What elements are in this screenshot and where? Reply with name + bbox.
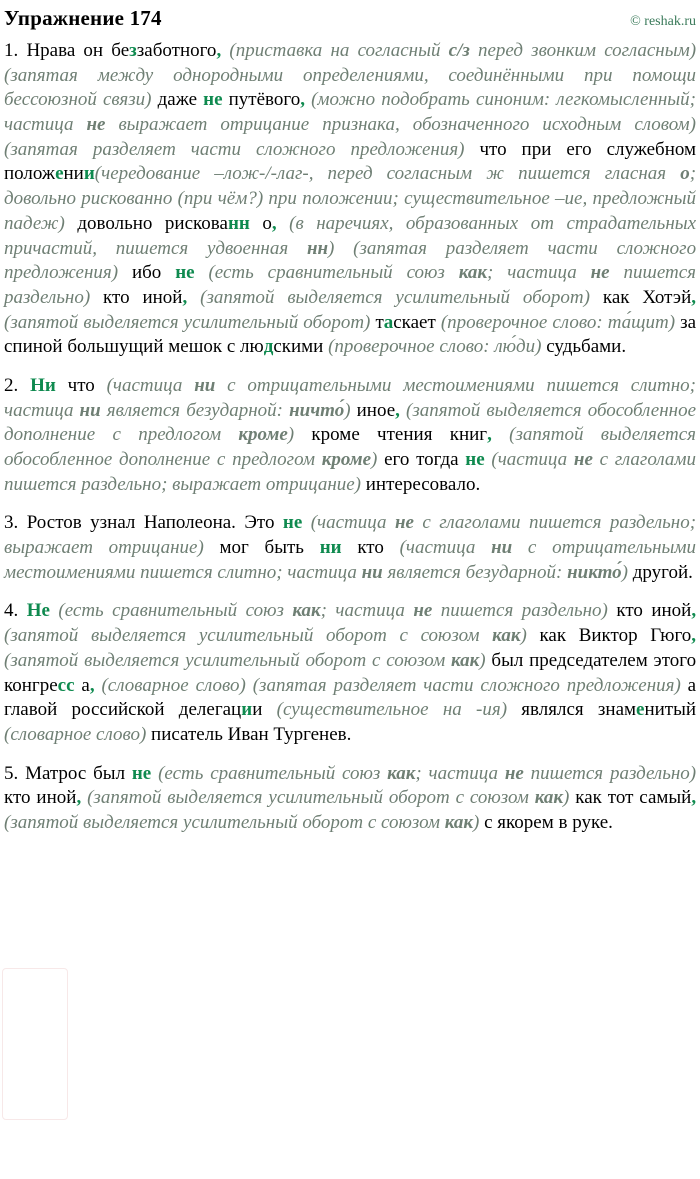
answer-text: скает (393, 311, 441, 333)
highlighted-orthogram: а (383, 311, 394, 333)
explanation-note: (частица не с глаголами пишется раздельно; выражает отрицание) (4, 512, 697, 559)
answer-text: с якорем в руке. (484, 811, 613, 833)
answer-text: как тот самый (575, 787, 692, 809)
answer-paragraph (4, 374, 696, 497)
answer-text: Ростов узнал Наполеона. Это (26, 512, 283, 534)
explanation-note: (запятой выделяется обособленное дополнение с предлогом кроме) (4, 424, 696, 470)
answer-text: довольно рискова (77, 212, 228, 234)
answer-paragraph (4, 762, 696, 836)
answer-text: нитый (644, 699, 697, 721)
highlighted-orthogram: з (129, 40, 137, 61)
answer-text: и (252, 699, 277, 721)
highlighted-orthogram: д (263, 336, 274, 358)
explanation-note: (чередование –лож-/-лаг-, перед согласным ж пишется гласная о; довольно рискованно (при чём?) при положении; существительное –ие, предложный падеж) (4, 163, 697, 234)
explanation-note: (запятой выделяется усилительный оборот с союзом как) (87, 787, 570, 809)
answer-text: судьбами. (546, 336, 627, 358)
highlighted-orthogram: , (487, 424, 492, 446)
highlighted-orthogram: Ни (30, 374, 56, 396)
answer-text: путёвого (228, 89, 301, 111)
answer-number: 3. (4, 512, 27, 534)
answer-text: даже (157, 89, 204, 111)
answer-number: 5. (4, 762, 26, 784)
explanation-note: (есть сравнительный союз как; частица не пишется раздельно) (158, 762, 697, 784)
explanation-note: (словарное слово) (4, 723, 147, 745)
page-title: Упражнение 174 (4, 6, 162, 30)
answer-text: был председателем этого конгре (4, 649, 697, 696)
answer-text: иное (356, 399, 396, 421)
explanation-note: (приставка на согласный с/з перед звонким согласным) (запятая между однородными определениями, соединёнными при помощи бессоюзной связи) (4, 40, 697, 111)
answer-text: как Виктор Гюго (539, 625, 692, 647)
highlighted-orthogram: не (131, 762, 152, 784)
explanation-note: (в наречиях, образованных от страдательных причастий, пишется удвоенная нн) (запятая разделяет части сложного предложения) (4, 212, 697, 284)
answer-text: а главой российской делегац (4, 674, 697, 721)
highlighted-orthogram: е (636, 699, 645, 721)
highlighted-orthogram: , (691, 286, 696, 308)
page-header (4, 6, 696, 31)
answer-text: являлся знам (521, 699, 637, 721)
highlighted-orthogram: , (691, 625, 697, 647)
answer-text: т (375, 311, 384, 333)
highlighted-orthogram: , (271, 212, 277, 234)
explanation-note: (есть сравнительный союз как; частица не пишется раздельно) (58, 600, 608, 622)
answers-list (4, 39, 696, 836)
highlighted-orthogram: и (241, 699, 253, 721)
copyright-label: © reshak.ru (630, 14, 696, 29)
watermark-stamp (2, 968, 68, 1120)
answer-text: о (262, 212, 272, 234)
explanation-note: (запятой выделяется обособленное дополнение с предлогом кроме) (4, 399, 697, 446)
highlighted-orthogram: и (83, 163, 95, 185)
answer-text: Матрос был (25, 762, 132, 784)
highlighted-orthogram: сс (57, 674, 75, 696)
explanation-note: (запятой выделяется усилительный оборот с союзом как) (4, 625, 527, 647)
highlighted-orthogram: , (182, 286, 188, 308)
highlighted-orthogram: , (395, 399, 400, 421)
explanation-note: (частица ни с отрицательными местоимениями пишется слитно; частица ни является безударной: ничто́) (4, 374, 696, 421)
answer-text: как Хотэй (602, 286, 692, 308)
answer-text: писатель Иван Тургенев. (151, 723, 352, 745)
explanation-note: (запятой выделяется усилительный оборот) (4, 311, 371, 333)
answer-number: 1. (4, 40, 27, 61)
highlighted-orthogram: нн (227, 212, 250, 234)
answer-paragraph (4, 511, 696, 585)
answer-text: Нрава он бе (26, 40, 130, 61)
highlighted-orthogram: , (300, 89, 305, 111)
answer-text: кто иной (103, 286, 183, 308)
answer-text: кроме чтения книг (311, 424, 488, 446)
answer-text: интересовало. (365, 473, 481, 495)
explanation-note: (проверочное слово: лю́ди) (328, 336, 542, 358)
explanation-note: (проверочное слово: та́щит) (440, 311, 676, 333)
answer-text: кто иной (616, 600, 692, 622)
explanation-note: (частица ни с отрицательными местоимениями пишется слитно; частица ни является безударной: никто́) (4, 537, 697, 583)
answer-text: скими (273, 336, 329, 358)
answer-text: что при его служебном полож (4, 138, 697, 185)
answer-text: кто иной (4, 787, 77, 809)
explanation-note: (запятой выделяется усилительный оборот с союзом как) (4, 649, 486, 671)
answer-text: за спиной большущий мешок с лю (4, 311, 697, 358)
answer-text: его тогда (384, 449, 466, 470)
answer-paragraph (4, 39, 696, 360)
explanation-note: (существительное на -ия) (276, 699, 508, 721)
highlighted-orthogram: е (55, 163, 64, 185)
highlighted-orthogram: не (465, 449, 485, 470)
answer-number: 4. (4, 600, 27, 622)
highlighted-orthogram: , (76, 787, 82, 809)
answer-text: ибо (131, 262, 176, 284)
answer-number: 2. (4, 374, 31, 396)
highlighted-orthogram: , (691, 787, 697, 809)
answer-text: ни (63, 163, 84, 185)
answer-text: что (67, 374, 107, 396)
answer-text: мог быть (219, 537, 320, 559)
answer-text: другой. (632, 561, 693, 583)
explanation-note: (словарное слово) (запятая разделяет части сложного предложения) (101, 674, 681, 696)
highlighted-orthogram: не (282, 512, 303, 534)
highlighted-orthogram: , (216, 40, 222, 61)
highlighted-orthogram: Не (26, 600, 50, 622)
highlighted-orthogram: не (175, 262, 195, 284)
highlighted-orthogram: не (203, 89, 223, 111)
explanation-note: (можно подобрать синоним: легкомысленный; частица не выражает отрицание признака, обозначенного исходным словом) (запятая разделяет части сложного предложения) (4, 89, 697, 160)
highlighted-orthogram: ни (319, 537, 342, 559)
explanation-note: (частица не с глаголами пишется раздельно; выражает отрицание) (4, 449, 697, 495)
explanation-note: (запятой выделяется усилительный оборот с союзом как) (4, 811, 480, 833)
explanation-note: (есть сравнительный союз как; частица не пишется раздельно) (4, 262, 696, 308)
answer-text: а (81, 674, 90, 696)
highlighted-orthogram: , (691, 600, 697, 622)
explanation-note: (запятой выделяется усилительный оборот) (200, 286, 590, 308)
answer-text: кто (357, 537, 400, 559)
answer-paragraph (4, 599, 696, 747)
answer-text: заботного (136, 40, 217, 61)
highlighted-orthogram: , (89, 674, 95, 696)
